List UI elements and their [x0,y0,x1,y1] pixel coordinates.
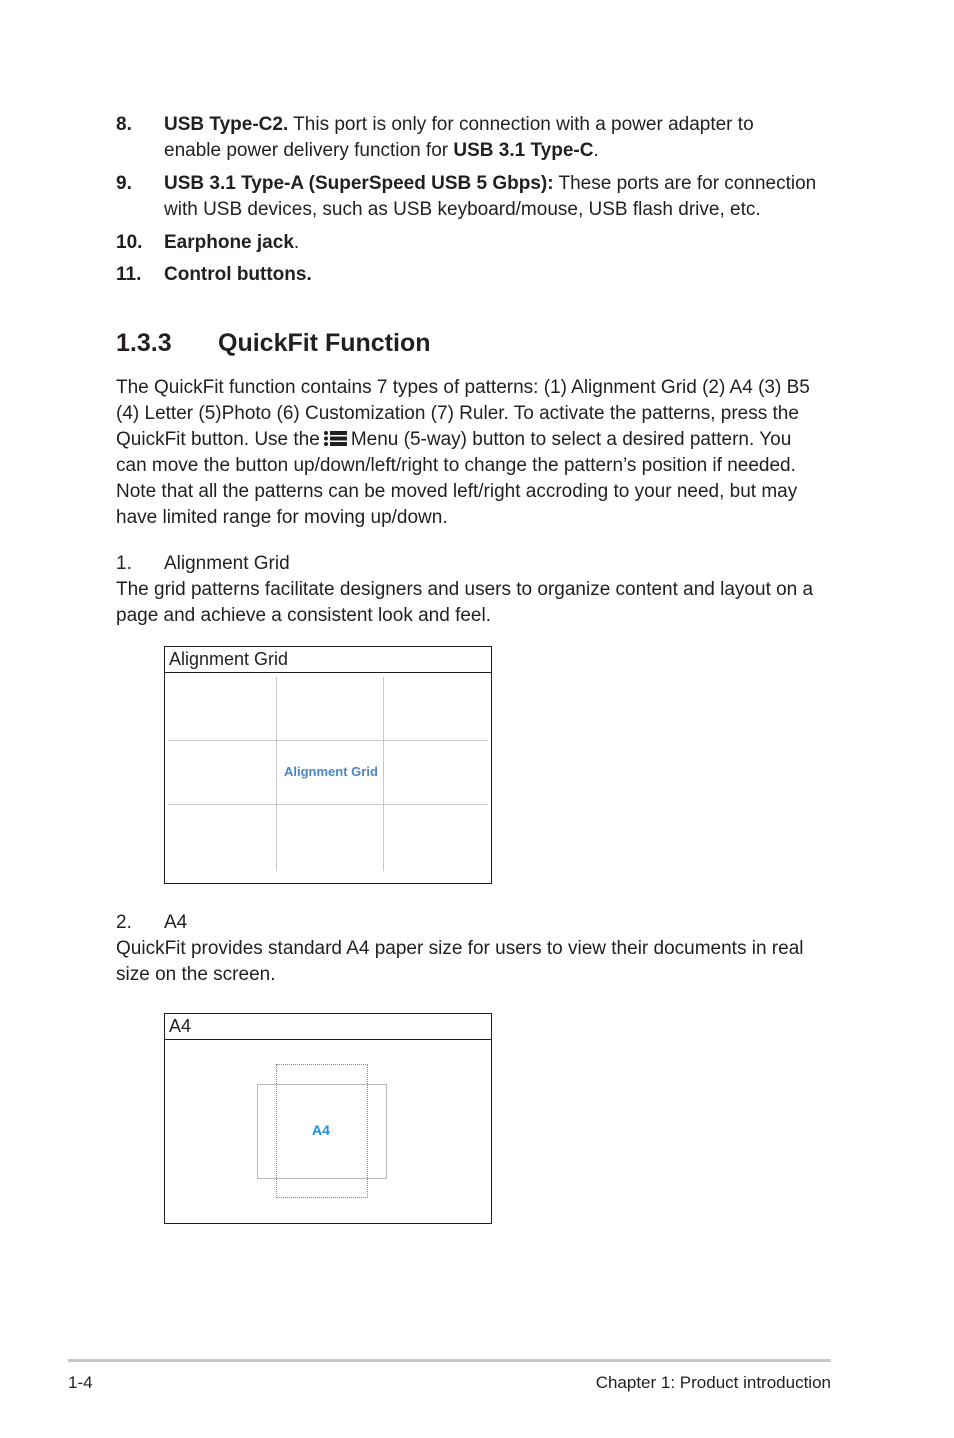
menu-list-icon [322,429,348,455]
figure-title: Alignment Grid [165,647,491,673]
grid-line [276,677,277,871]
subsection-text: size on the screen. [116,964,276,985]
a4-figure [164,1013,492,1224]
section-number: 1.3.3 [116,329,172,357]
alignment-grid-figure [164,646,492,884]
list-item-bold: Earphone jack [164,232,294,253]
list-item-text: enable power delivery function for [164,140,454,161]
list-number: 10. [116,232,143,253]
intro-line: The QuickFit function contains 7 types of patterns: (1) Alignment Grid (2) A4 (3) B5 [116,377,810,398]
subsection-text: QuickFit provides standard A4 paper size for users to view their documents in real [116,938,804,959]
list-item-text: These ports are for connection [553,173,817,194]
subsection-number: 1. [116,553,132,574]
list-item-earphone-jack [164,230,299,256]
intro-line: Note that all the patterns can be moved left/right accroding to your need, but may [116,481,798,502]
list-item-continuation [164,197,761,223]
subsection-text: The grid patterns facilitate designers and users to organize content and layout on a [116,579,814,600]
list-item-text: This port is only for connection with a power adapter to [288,114,754,135]
subsection-number: 2. [116,912,132,933]
list-number: 11. [116,264,142,285]
intro-line: have limited range for moving up/down. [116,507,448,528]
subsection-text: page and achieve a consistent look and feel. [116,605,491,626]
grid-line [168,740,488,741]
intro-line: (4) Letter (5)Photo (6) Customization (7) Ruler. To activate the patterns, press the [116,403,799,424]
page-number: 1-4 [68,1373,93,1392]
a4-center-label: A4 [312,1122,330,1138]
list-item-bold: USB 3.1 Type-A (SuperSpeed USB 5 Gbps): [164,173,554,194]
grid-center-label: Alignment Grid [284,764,378,779]
list-item-bold: USB Type-C2. [164,114,289,135]
section-title: QuickFit Function [218,329,431,357]
list-item-text: . [593,140,599,161]
list-item-continuation [164,138,599,164]
list-item-bold: USB 3.1 Type-C [453,140,594,161]
list-item-control-buttons [164,262,312,288]
chapter-label: Chapter 1: Product introduction [595,1373,831,1392]
intro-text: Menu (5-way) button to select a desired pattern. You [350,429,792,450]
intro-line: can move the button up/down/left/right to change the pattern’s position if needed. [116,455,796,476]
list-number: 8. [116,114,132,135]
list-item-bold: Control buttons. [164,264,312,285]
intro-line [116,427,791,455]
list-item-text: with USB devices, such as USB keyboard/mouse, USB flash drive, etc. [164,199,761,220]
list-item-usb-type-a [164,171,816,197]
footer-divider [68,1359,831,1362]
subsection-title: A4 [164,912,188,933]
subsection-title: Alignment Grid [164,553,290,574]
list-item-usb-type-c2 [164,112,754,138]
grid-line [383,677,384,871]
grid-line [168,804,488,805]
intro-text: QuickFit button. Use the [116,429,320,450]
list-number: 9. [116,173,132,194]
figure-title: A4 [165,1014,491,1040]
list-item-text: . [293,232,300,253]
